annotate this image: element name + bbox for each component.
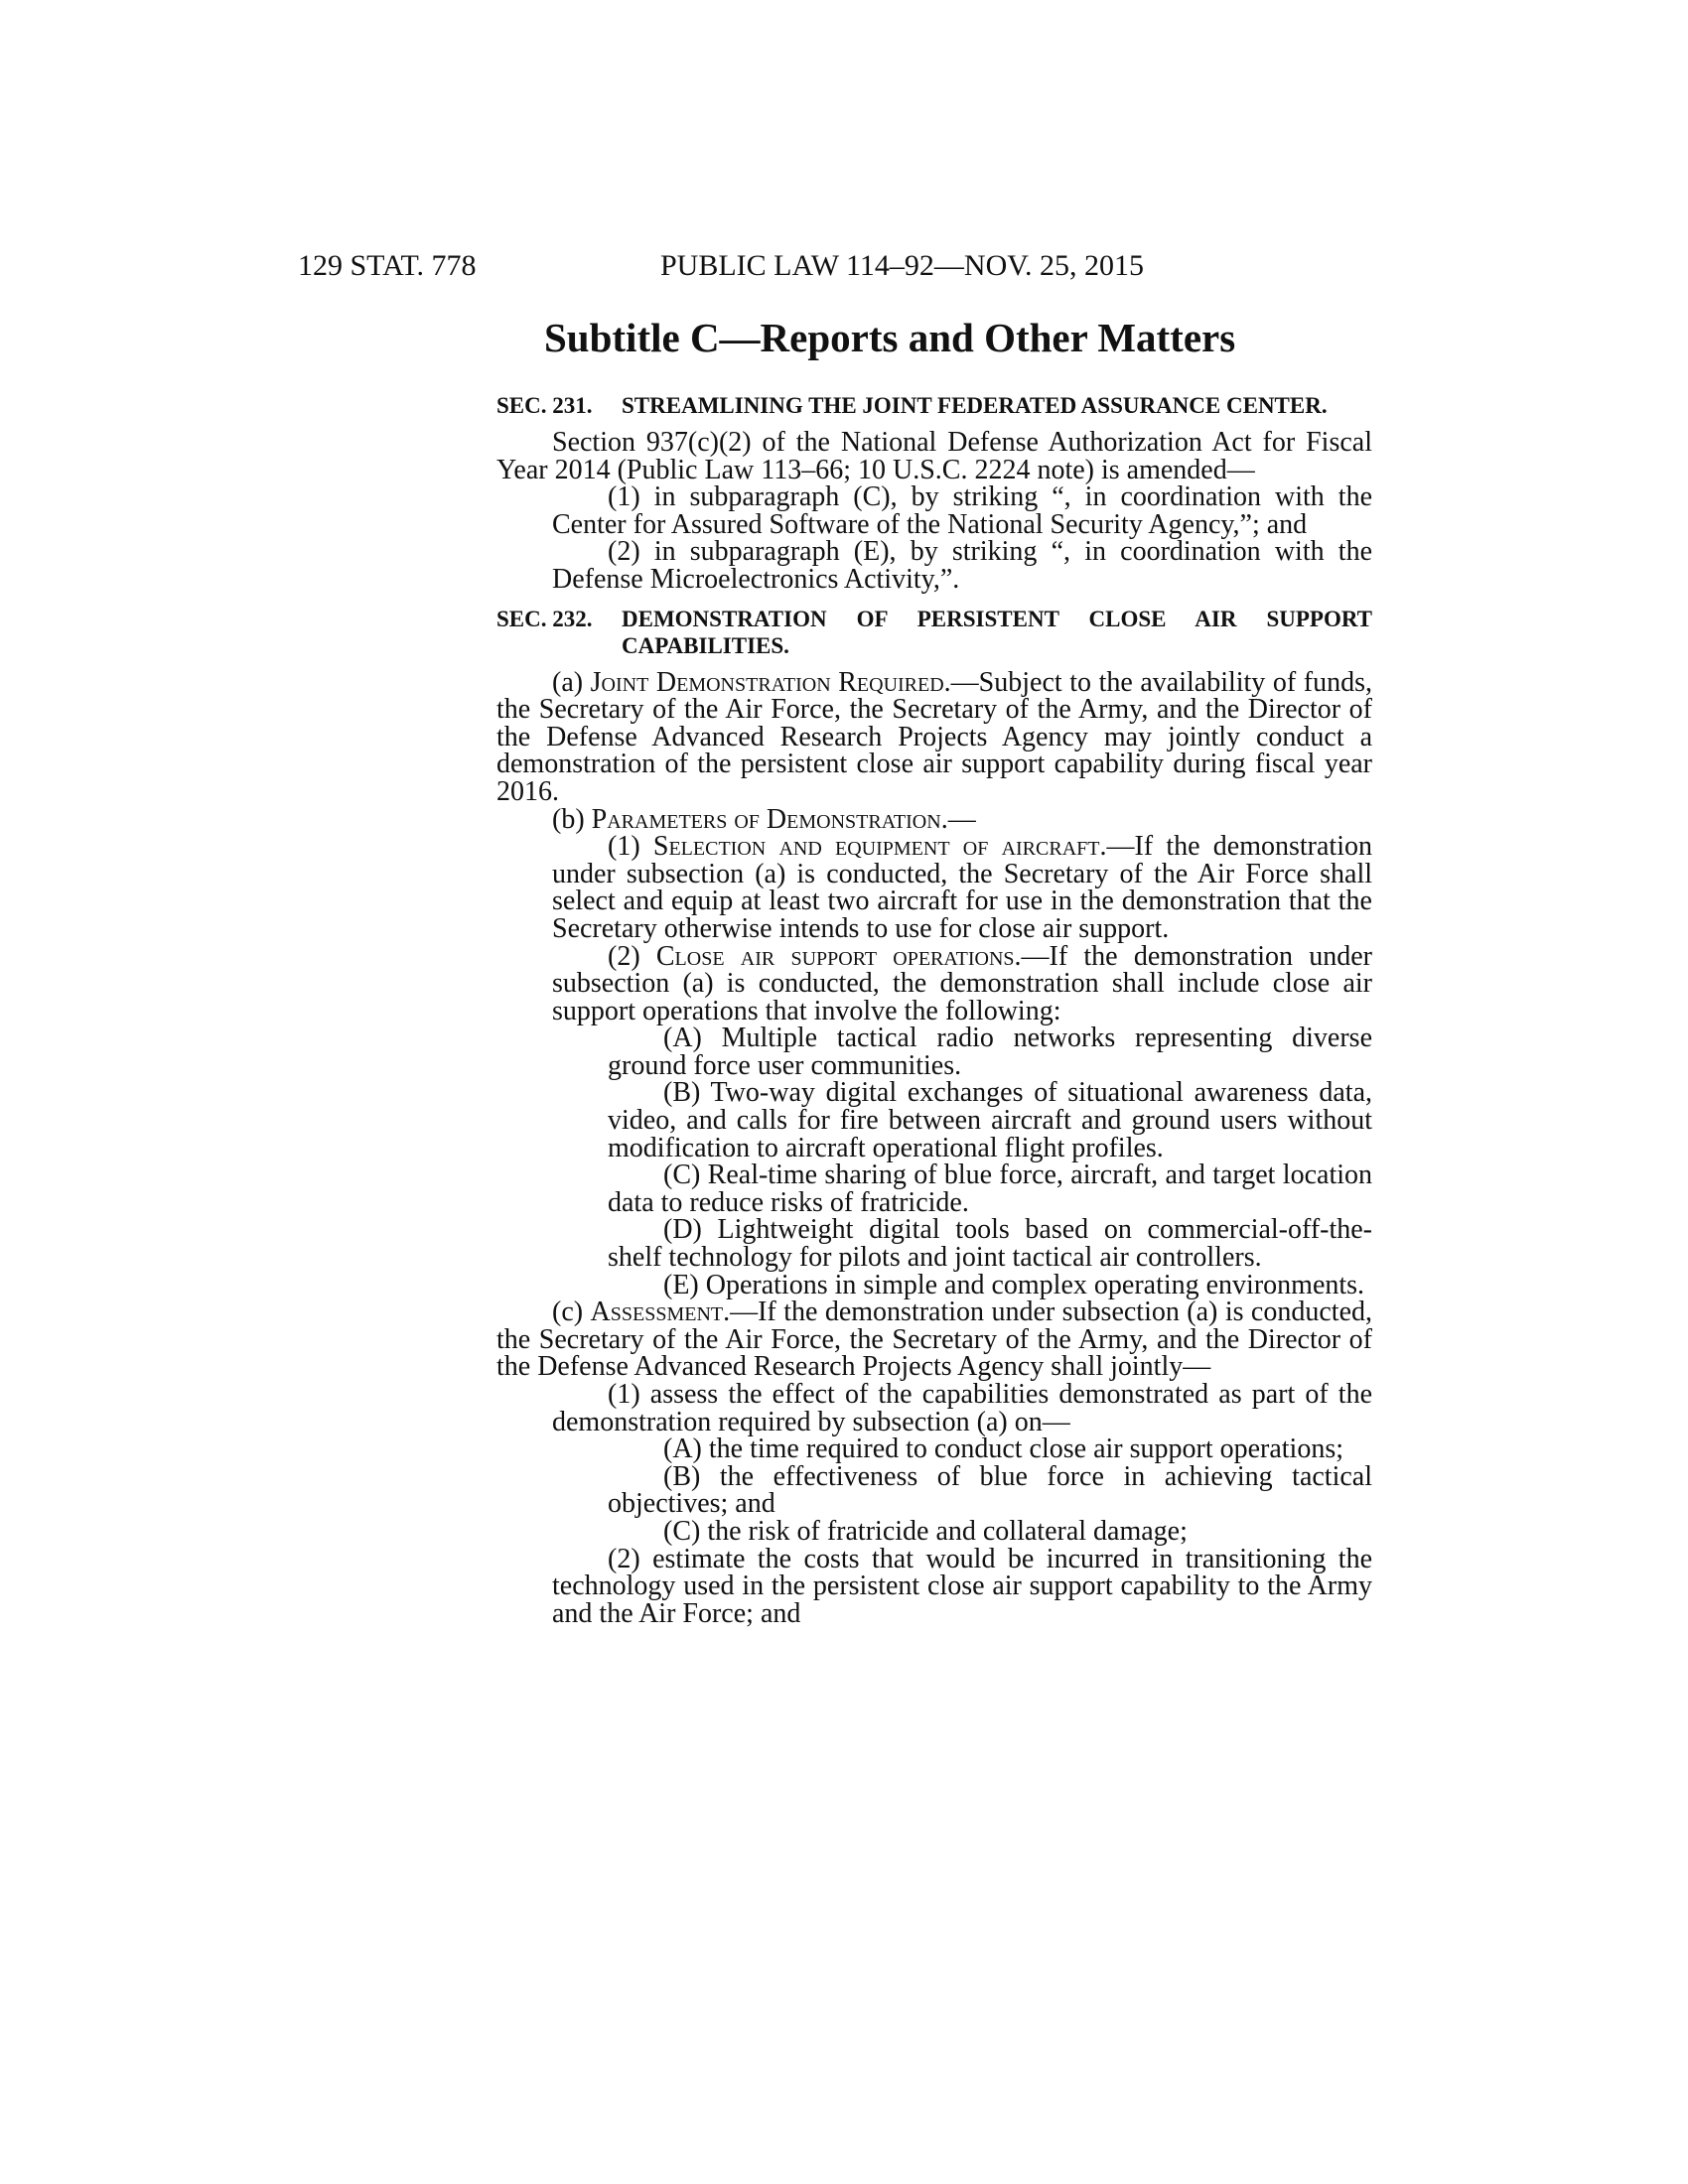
paragraph-c1: (1) assess the effect of the capabilities demonstrated as part of the demonstration required by subsection (a) on—	[552, 1379, 1372, 1437]
subparagraph-c1B: (B) the effectiveness of blue force in achieving tactical objectives; and	[608, 1460, 1372, 1520]
section-231-intro: Section 937(c)(2) of the National Defense Authorization Act for Fiscal Year 2014 (Public Law 113–66; 10 U.S.C. 2224 note) is amended—	[496, 427, 1372, 485]
paragraph-text: —If the demonstration under subsection (a) is conducted, the demonstration shall include close air support operations that involve the following:	[552, 940, 1372, 1026]
subsection-text: —	[947, 803, 976, 835]
paragraph-b2	[496, 940, 1372, 1026]
subparagraph-b2A: (A) Multiple tactical radio networks representing diverse ground force user communities.	[608, 1023, 1372, 1081]
subsection-heading: Parameters of Demonstration.	[591, 803, 948, 835]
section-231-item-1: (1) in subparagraph (C), by striking “, in coordination with the Center for Assured Software of the National Security Agency,”; and	[552, 481, 1372, 540]
section-title: DEMONSTRATION OF PERSISTENT CLOSE AIR SUPPORT CAPABILITIES.	[622, 606, 1372, 658]
paragraph-label: (2)	[608, 940, 656, 972]
subsection-text: —Subject to the availability of funds, the Secretary of the Air Force, the Secretary of the Army, and the Director of the Defense Advanced Research Projects Agency may jointly conduct a demonstration of the persistent close air support capability during fiscal year 2016.	[496, 666, 1372, 807]
subsection-heading: Assessment.	[590, 1297, 731, 1328]
document-body	[496, 392, 1372, 1627]
subsection-label: (c)	[552, 1297, 591, 1328]
subsection-c	[496, 1298, 1372, 1381]
subsection-a	[496, 666, 1372, 807]
subsection-text: —If the demonstration under subsection (a) is conducted, the Secretary of the Air Force, the Secretary of the Army, and the Director of the Defense Advanced Research Projects Agency shall jointly—	[496, 1297, 1372, 1383]
subsection-heading: Joint Demonstration Required.	[590, 666, 951, 698]
subparagraph-b2E: (E) Operations in simple and complex operating environments.	[663, 1269, 1365, 1300]
subparagraph-c1A: (A) the time required to conduct close air support operations;	[663, 1433, 1344, 1465]
subsection-label: (a)	[552, 666, 591, 698]
page-reference: 129 STAT. 778	[298, 249, 477, 282]
subtitle-heading: Subtitle C—Reports and Other Matters	[544, 315, 1236, 360]
law-title: PUBLIC LAW 114–92—NOV. 25, 2015	[660, 249, 1145, 282]
paragraph-heading: Selection and equipment of aircraft.	[652, 831, 1107, 863]
section-number: SEC. 232.	[496, 606, 593, 631]
subsection-b	[496, 803, 1372, 835]
subparagraph-b2D: (D) Lightweight digital tools based on commercial-off-the-shelf technology for pilots and joint tactical air controllers.	[608, 1214, 1372, 1274]
subparagraph-c1C: (C) the risk of fratricide and collateral damage;	[663, 1515, 1188, 1547]
subparagraph-b2C: (C) Real-time sharing of blue force, aircraft, and target location data to reduce risks of fratricide.	[608, 1160, 1372, 1218]
paragraph-heading: Close air support operations.	[655, 940, 1022, 972]
section-232-heading	[496, 606, 1372, 659]
paragraph-label: (1)	[608, 831, 653, 863]
subsection-label: (b)	[552, 803, 592, 835]
section-number: SEC. 231.	[496, 393, 593, 418]
section-231-item-2: (2) in subparagraph (E), by striking “, in coordination with the Defense Microelectronics Activity,”.	[552, 536, 1372, 595]
paragraph-b1	[496, 833, 1372, 942]
section-title: STREAMLINING THE JOINT FEDERATED ASSURANCE CENTER.	[622, 393, 1328, 418]
subparagraph-b2B: (B) Two-way digital exchanges of situational awareness data, video, and calls for fire between aircraft and ground users without modification to aircraft operational flight profiles.	[608, 1077, 1372, 1163]
paragraph-c2: (2) estimate the costs that would be incurred in transitioning the technology used in the persistent close air support capability to the Army and the Air Force; and	[552, 1543, 1372, 1629]
section-231-heading	[496, 392, 1372, 419]
paragraph-text: —If the demonstration under subsection (a) is conducted, the Secretary of the Air Force shall select and equip at least two aircraft for use in the demonstration that the Secretary otherwise intends to use for close air support.	[552, 831, 1372, 944]
